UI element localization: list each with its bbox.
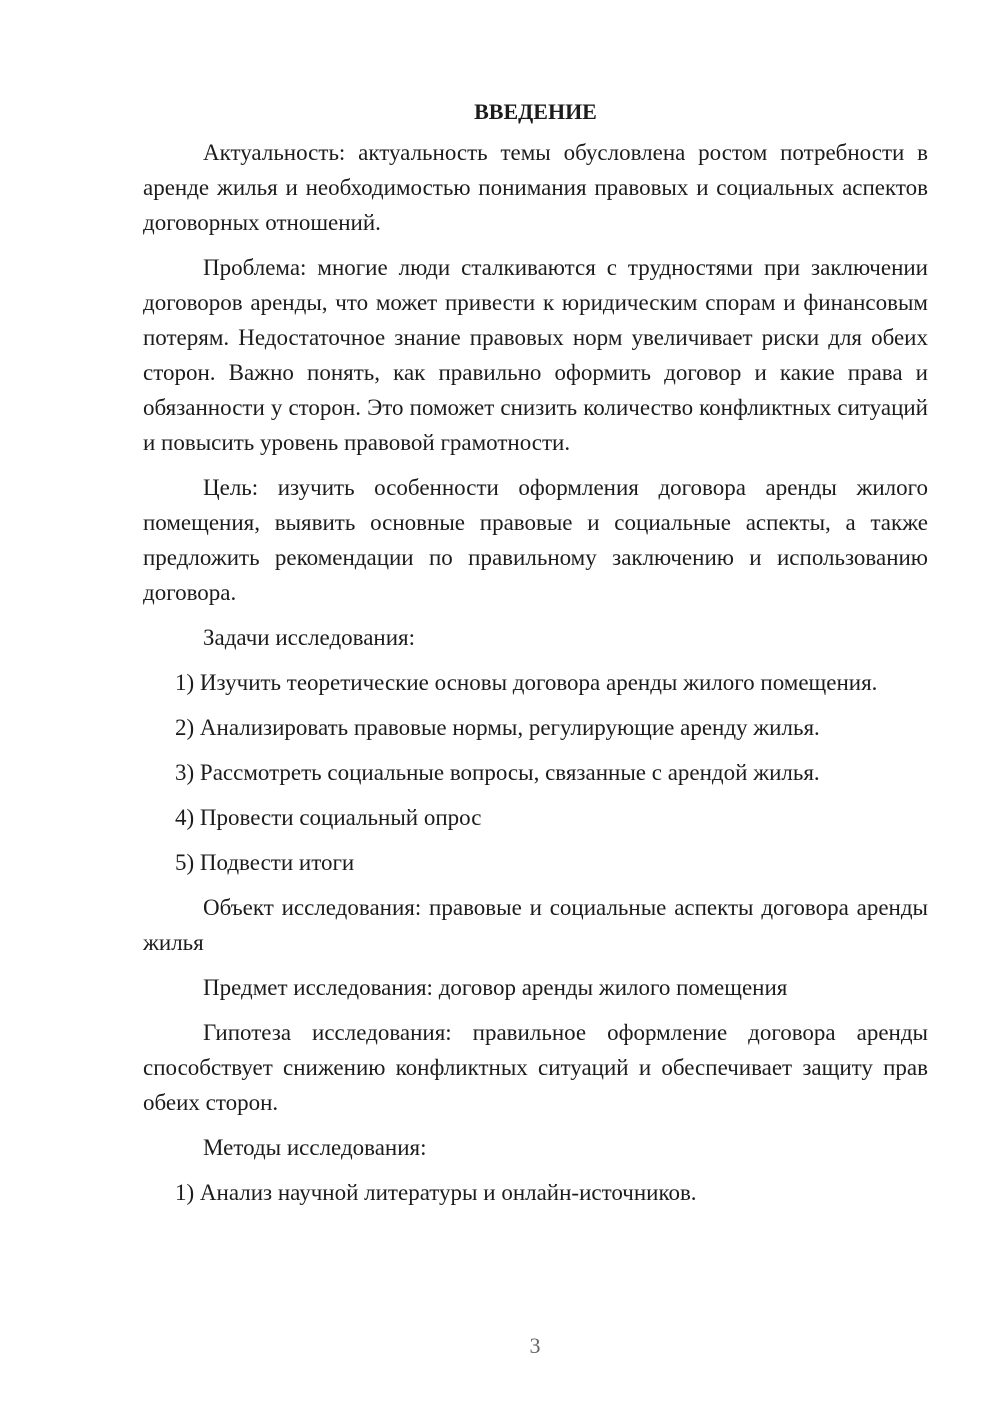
paragraph-problem: Проблема: многие люди сталкиваются с трудностями при заключении договоров аренды, что может привести к юридическим спорам и финансовым потерям. Недостаточное знание правовых норм увеличивает риски для обеих сторон. Важно понять, как правильно оформить договор и какие права и обязанности у сторон. Это поможет снизить количество конфликтных ситуаций и повысить уровень правовой грамотности. [143, 255, 928, 455]
task-item-5: 5) Подвести итоги [175, 850, 355, 875]
task-item-3: 3) Рассмотреть социальные вопросы, связанные с арендой жилья. [175, 760, 820, 785]
task-item-2: 2) Анализировать правовые нормы, регулирующие аренду жилья. [175, 715, 820, 740]
document-body [143, 94, 928, 1210]
method-item-1: 1) Анализ научной литературы и онлайн-источников. [175, 1180, 697, 1205]
tasks-heading: Задачи исследования: [203, 625, 416, 650]
paragraph-hypothesis: Гипотеза исследования: правильное оформление договора аренды способствует снижению конфликтных ситуаций и обеспечивает защиту прав обеих сторон. [143, 1020, 928, 1115]
task-item-4: 4) Провести социальный опрос [175, 805, 482, 830]
methods-heading: Методы исследования: [203, 1135, 427, 1160]
paragraph-subject: Предмет исследования: договор аренды жилого помещения [203, 975, 788, 1000]
paragraph-object: Объект исследования: правовые и социальные аспекты договора аренды жилья [143, 895, 928, 955]
paragraph-relevance: Актуальность: актуальность темы обусловлена ростом потребности в аренде жилья и необходимостью понимания правовых и социальных аспектов договорных отношений. [143, 140, 928, 235]
paragraph-goal: Цель: изучить особенности оформления договора аренды жилого помещения, выявить основные правовые и социальные аспекты, а также предложить рекомендации по правильному заключению и использованию договора. [143, 475, 928, 605]
page-title: ВВЕДЕНИЕ [474, 99, 597, 124]
task-item-1: 1) Изучить теоретические основы договора аренды жилого помещения. [175, 670, 878, 695]
page-number: 3 [529, 1333, 541, 1358]
